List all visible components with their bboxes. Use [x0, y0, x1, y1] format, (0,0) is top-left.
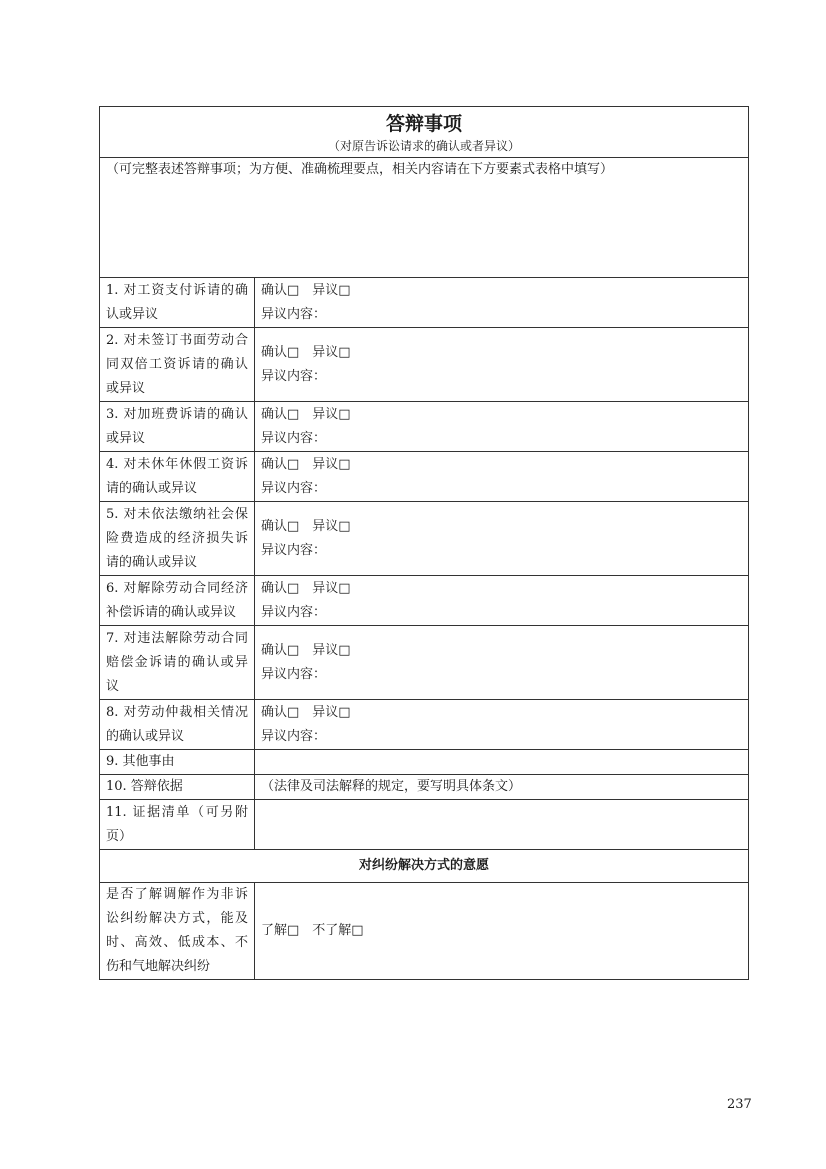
claim-7-options[interactable]: 确认□ 异议□ — [261, 642, 351, 658]
claim-8-detail[interactable]: 异议内容： — [261, 728, 327, 744]
claim-6-response[interactable] — [255, 576, 749, 626]
defense-basis-label: 10. 答辩依据 — [100, 775, 255, 800]
claim-2-response[interactable] — [255, 328, 749, 402]
evidence-list-label: 11. 证据清单（可另附页） — [100, 800, 255, 850]
evidence-list-field[interactable] — [255, 800, 749, 850]
claim-7-label: 7. 对违法解除劳动合同赔偿金诉请的确认或异议 — [100, 626, 255, 700]
mediation-question-label: 是否了解调解作为非诉讼纠纷解决方式，能及时、高效、低成本、不伤和气地解决纠纷 — [100, 883, 255, 980]
claim-8-options[interactable]: 确认□ 异议□ — [261, 704, 351, 720]
other-matters-field[interactable] — [255, 750, 749, 775]
mediation-response[interactable] — [255, 883, 749, 980]
claim-7-detail[interactable]: 异议内容： — [261, 666, 327, 682]
claim-6-options[interactable]: 确认□ 异议□ — [261, 580, 351, 596]
claim-4-response[interactable] — [255, 452, 749, 502]
claim-1-response[interactable] — [255, 278, 749, 328]
claim-3-detail[interactable]: 异议内容： — [261, 430, 327, 446]
claim-2-label: 2. 对未签订书面劳动合同双倍工资诉请的确认或异议 — [100, 328, 255, 402]
claim-6-detail[interactable]: 异议内容： — [261, 604, 327, 620]
claim-3-response[interactable] — [255, 402, 749, 452]
claim-4-detail[interactable]: 异议内容： — [261, 480, 327, 496]
claim-5-response[interactable] — [255, 502, 749, 576]
claim-5-label: 5. 对未依法缴纳社会保险费造成的经济损失诉请的确认或异议 — [100, 502, 255, 576]
defense-description-field[interactable]: （可完整表述答辩事项；为方便、准确梳理要点，相关内容请在下方要素式表格中填写） — [100, 158, 749, 278]
defense-section-title: 答辩事项 — [386, 112, 463, 135]
defense-section-header — [100, 107, 749, 158]
defense-section-subtitle: （对原告诉讼请求的确认或者异议） — [328, 138, 521, 153]
defense-basis-field[interactable]: （法律及司法解释的规定，要写明具体条文） — [255, 775, 749, 800]
claim-2-options[interactable]: 确认□ 异议□ — [261, 344, 351, 360]
mediation-options[interactable]: 了解□ 不了解□ — [261, 923, 364, 938]
claim-1-label: 1. 对工资支付诉请的确认或异议 — [100, 278, 255, 328]
page-number: 237 — [727, 1097, 752, 1112]
claim-4-options[interactable]: 确认□ 异议□ — [261, 456, 351, 472]
claim-1-options[interactable]: 确认□ 异议□ — [261, 282, 351, 298]
claim-8-response[interactable] — [255, 700, 749, 750]
claim-5-options[interactable]: 确认□ 异议□ — [261, 518, 351, 534]
claim-3-options[interactable]: 确认□ 异议□ — [261, 406, 351, 422]
other-matters-label: 9. 其他事由 — [100, 750, 255, 775]
claim-6-label: 6. 对解除劳动合同经济补偿诉请的确认或异议 — [100, 576, 255, 626]
defense-form-table — [99, 106, 749, 980]
claim-2-detail[interactable]: 异议内容： — [261, 368, 327, 384]
claim-8-label: 8. 对劳动仲裁相关情况的确认或异议 — [100, 700, 255, 750]
dispute-section-title: 对纠纷解决方式的意愿 — [100, 850, 749, 883]
claim-4-label: 4. 对未休年休假工资诉请的确认或异议 — [100, 452, 255, 502]
claim-7-response[interactable] — [255, 626, 749, 700]
claim-1-detail[interactable]: 异议内容： — [261, 306, 327, 322]
claim-5-detail[interactable]: 异议内容： — [261, 542, 327, 558]
claim-3-label: 3. 对加班费诉请的确认或异议 — [100, 402, 255, 452]
